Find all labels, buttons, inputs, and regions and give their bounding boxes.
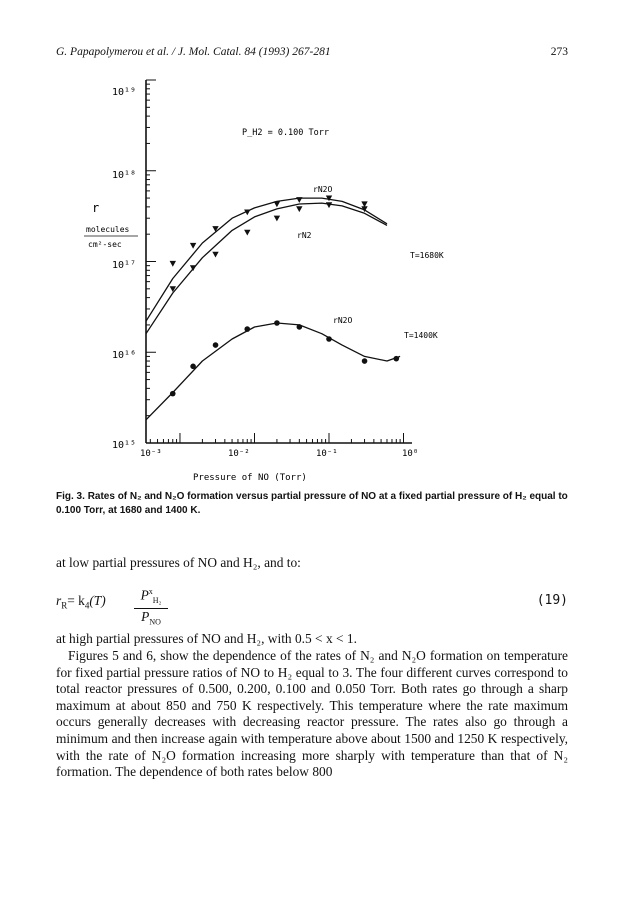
data-point — [190, 364, 196, 370]
data-point — [296, 206, 302, 212]
caption-text: Rates of N₂ and N₂O formation versus partial pressure of NO at a fixed partial pressure of H₂ equal to 0.100 Torr, at 1680 and 1400 K. — [56, 491, 568, 516]
data-point — [212, 252, 218, 258]
annotation-rN2O-upper: rN2O — [313, 185, 333, 194]
data-point — [213, 342, 219, 348]
annotation-rN2-upper: rN2 — [297, 231, 312, 240]
data-point — [296, 197, 302, 203]
y-tick-label: 10¹⁹ — [112, 87, 137, 98]
x-axis-label: Pressure of NO (Torr) — [193, 473, 307, 483]
page-number: 273 — [550, 46, 568, 58]
fit-curve — [146, 323, 400, 420]
paragraph-2: at high partial pressures of NO and H₂, with 0.5 < x < 1. — [56, 631, 357, 646]
paragraph-1: at low partial pressures of NO and H₂, and to: — [56, 555, 301, 570]
annotation-temp-1680: T=1680K — [410, 251, 444, 260]
y-tick-label: 10¹⁷ — [112, 260, 137, 271]
annotation-rN2O-lower: rN2O — [333, 316, 353, 325]
data-point — [274, 216, 280, 222]
condition-label: P_H2 = 0.100 Torr — [242, 128, 329, 138]
equation-lhs: $r_R= k_4(T)$ — [56, 593, 106, 611]
data-point — [326, 336, 332, 342]
caption-label: Fig. 3. — [56, 491, 85, 502]
annotation-temp-1400: T=1400K — [404, 331, 438, 340]
citation-header: G. Papapolymerou et al. / J. Mol. Catal. 84 (1993) 267-281 — [56, 46, 331, 58]
fit-curve — [146, 198, 387, 321]
data-point — [274, 201, 280, 207]
data-point — [190, 243, 196, 249]
data-point — [244, 230, 250, 236]
y-label-molecules: molecules — [86, 225, 130, 234]
y-tick-labels — [112, 87, 136, 451]
y-tick-label: 10¹⁸ — [112, 170, 137, 181]
equation-number: (19) — [536, 593, 568, 608]
x-tick-label: 10⁻² — [228, 449, 250, 459]
equation-fraction: $P^x_{H_2}$ $P_{NO}$ — [134, 585, 168, 631]
data-point — [362, 358, 368, 364]
y-label-r: r — [92, 201, 100, 215]
data-point — [244, 326, 250, 332]
data-point — [326, 202, 332, 208]
data-points — [170, 196, 399, 397]
y-tick-label: 10¹⁶ — [112, 350, 137, 361]
data-point — [393, 356, 399, 362]
y-axis-label — [84, 201, 138, 249]
y-label-units: cm²-sec — [88, 240, 122, 249]
chart-annotations — [297, 185, 444, 340]
fit-curves — [146, 198, 400, 420]
data-point — [190, 265, 196, 271]
y-tick-label: 10¹⁵ — [112, 440, 137, 451]
data-point — [170, 261, 176, 267]
x-tick-label: 10⁻¹ — [316, 449, 338, 459]
paragraph-3: Figures 5 and 6, show the dependence of the rates of N₂ and N₂O formation on temperature for fixed partial pressure ratios of NO to H₂ equal to 3. The four different curves correspond to total reactor pressures of 0.500, 0.200, 0.100 and 0.050 Torr. Both rates go through a sharp maximum at about 850 and 750 K respectively. This temperature where the rate maximum occurs generally decreases with decreasing reactor pressure. The rates also go through a minimum and then increase again with temperature above about 1500 and 1250 K respectively, with the rate of N₂O formation increasing more sharply with temperature than that of N₂ formation. The dependence of both rates below 800 — [56, 648, 568, 780]
data-point — [274, 320, 280, 326]
data-point — [297, 324, 303, 330]
equation-19 — [56, 585, 568, 625]
x-tick-label: 10⁰ — [402, 449, 419, 459]
fit-curve — [146, 203, 387, 334]
figure-caption — [56, 490, 568, 518]
x-tick-labels — [140, 449, 418, 459]
data-point — [170, 391, 176, 397]
x-tick-label: 10⁻³ — [140, 449, 162, 459]
